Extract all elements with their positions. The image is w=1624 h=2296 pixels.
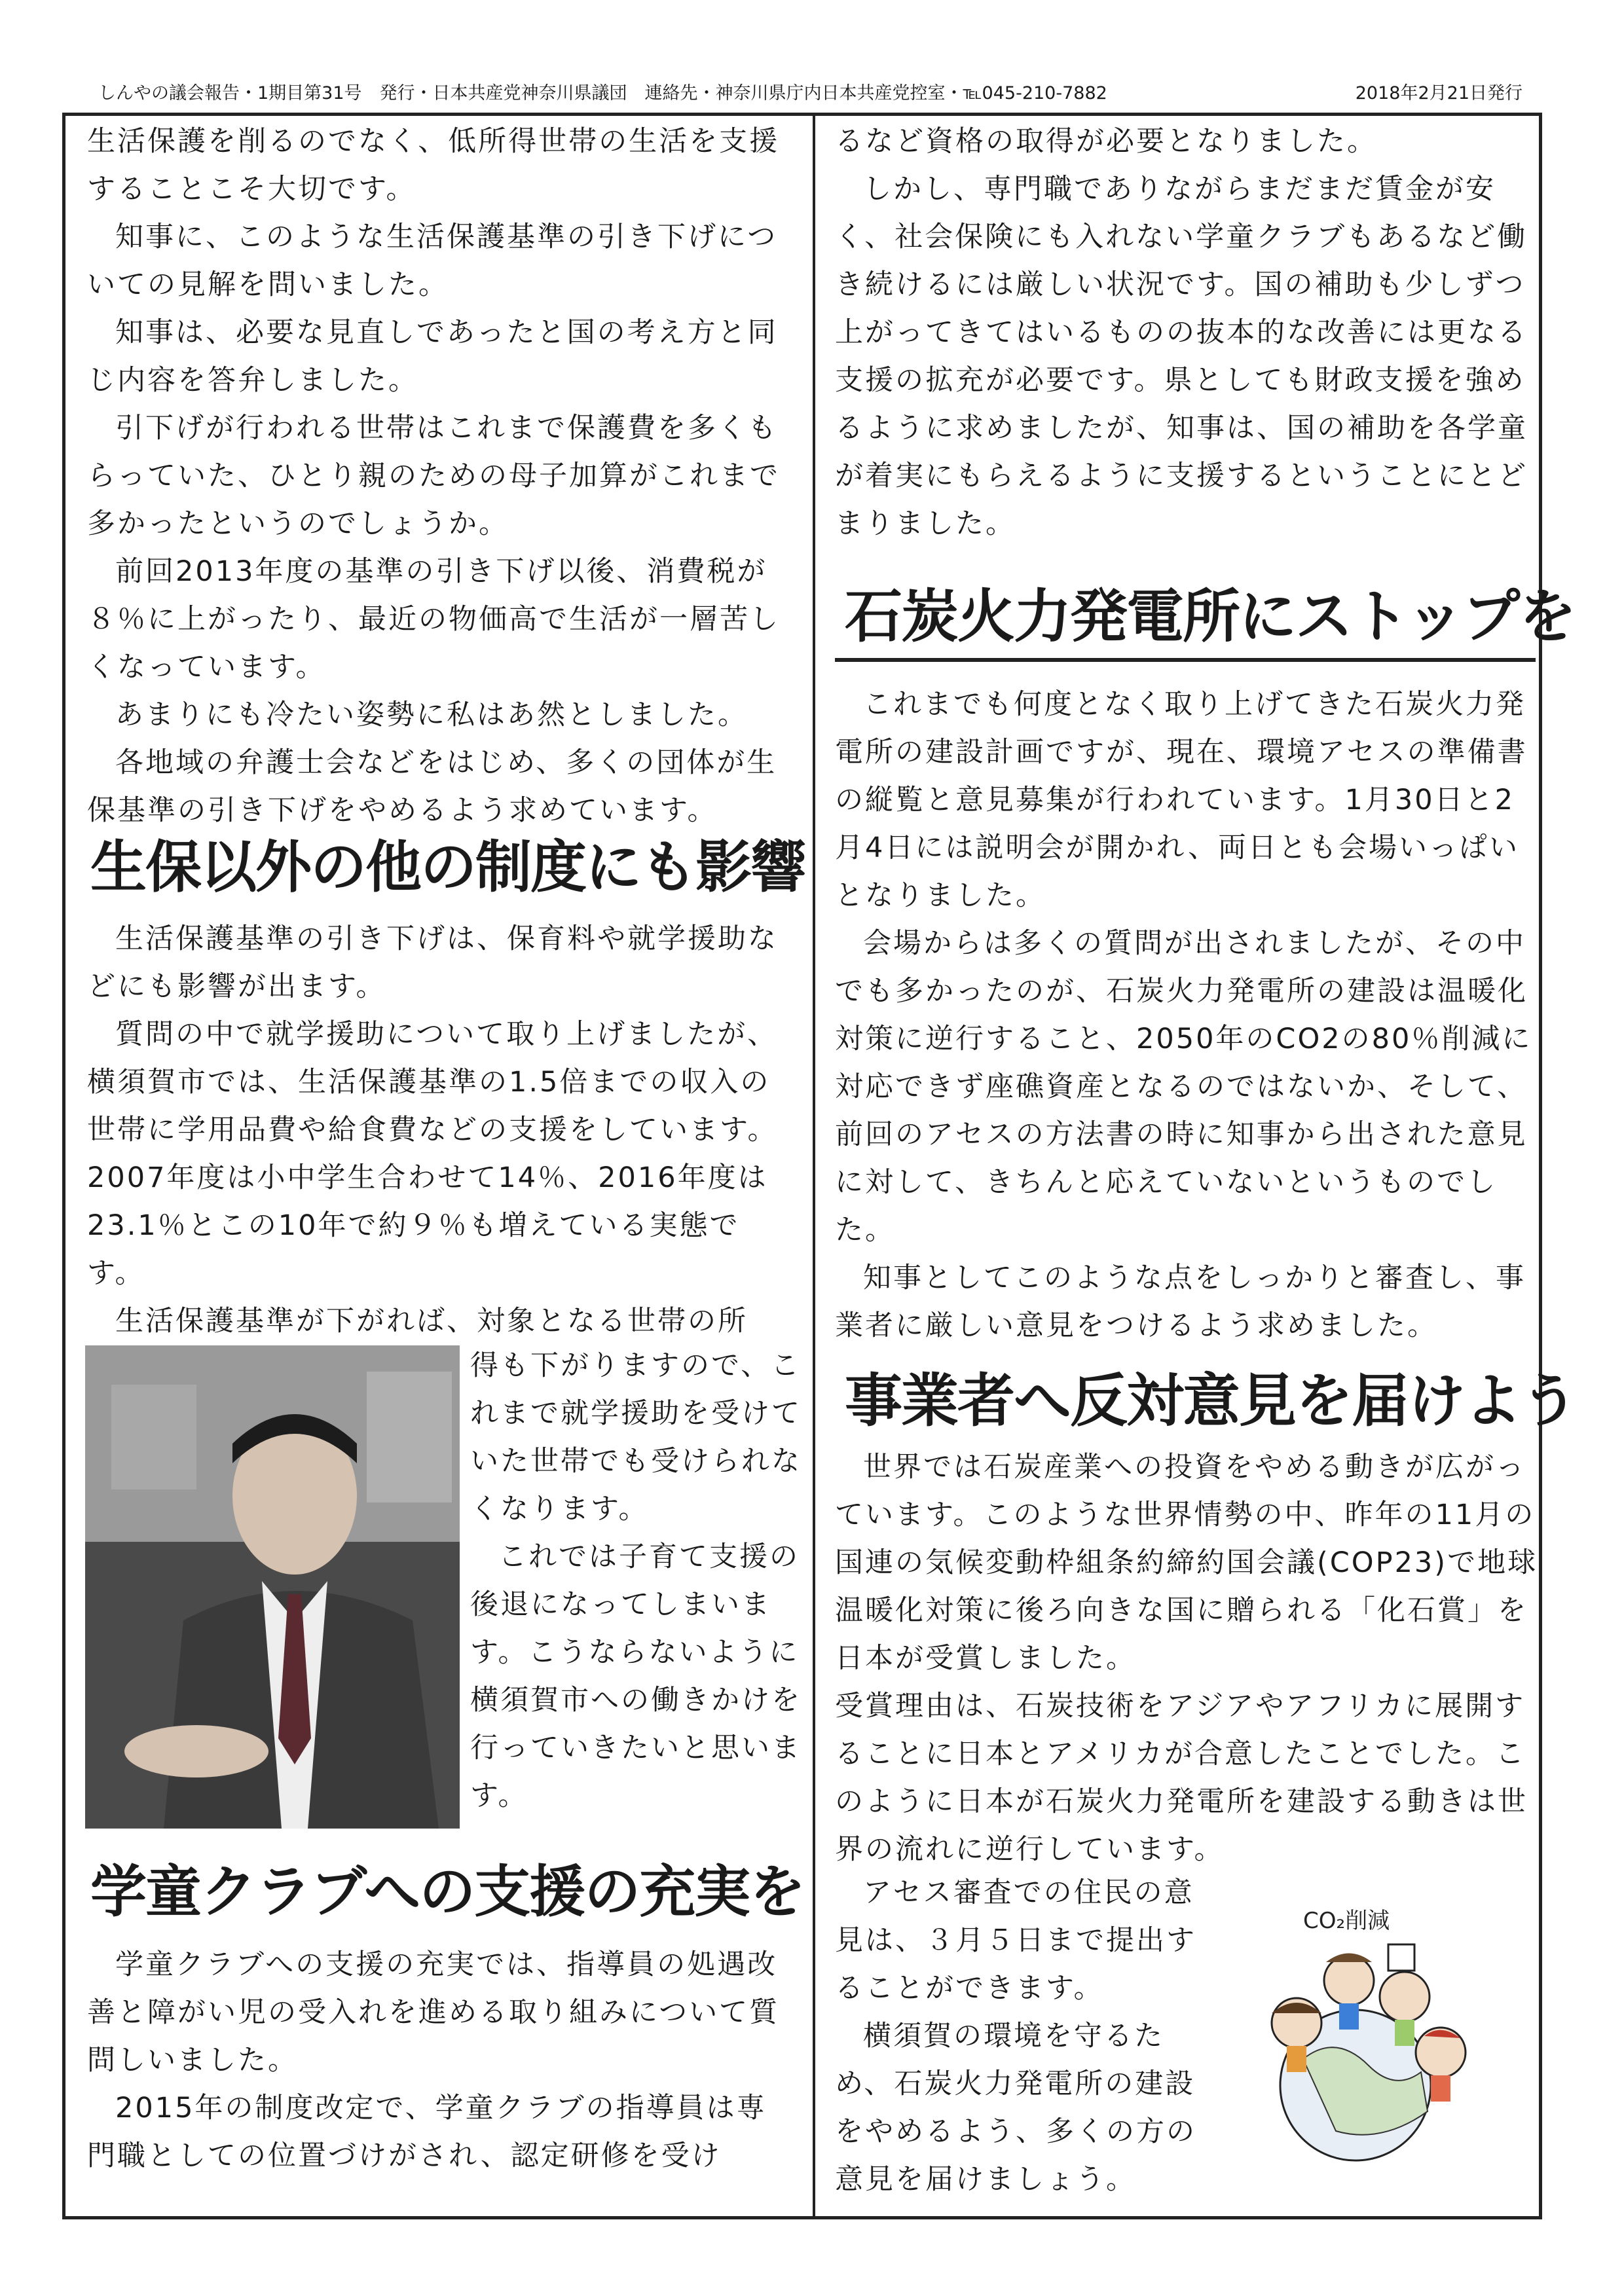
column-divider <box>813 113 815 2219</box>
paragraph: これまでも何度となく取り上げてきた石炭火力発電所の建設計画ですが、現在、環境アセスの準備書の縦覧と意見募集が行われています。1月30日と2月4日には説明会が開かれ、両日とも会場いっぱいとなりました。 <box>835 688 1528 912</box>
earth-children-icon <box>1225 1882 1500 2170</box>
paragraph: これでは子育て支援の後退になってしまいます。こうならないように横須賀市への働きかけを行っていきたいと思います。 <box>470 1540 802 1812</box>
wrap-text-beside-photo <box>470 1342 811 1820</box>
paragraph: 学童クラブへの支援の充実では、指導員の処遇改善と障がい児の受入れを進める取り組みについて質問しいました。 <box>87 1948 780 2077</box>
section-heading-welfare-impact: 生保以外の他の制度にも影響 <box>90 835 805 900</box>
councilor-photo-drawing <box>85 1345 460 1829</box>
left-column-intro <box>87 118 794 835</box>
paragraph: アセス審査での住民の意見は、３月５日まで提出することができます。 <box>835 1876 1196 2005</box>
paragraph: 生活保護を削るのでなく、低所得世帯の生活を支援することこそ大切です。 <box>87 125 780 206</box>
paragraph: 質問の中で就学援助について取り上げましたが、横須賀市では、生活保護基準の1.5倍までの収入の世帯に学用品費や給食費などの支援をしています。2007年度は小中学生合わせて14％、2016年度は23.1％とこの10年で約９％も増えている実態です。 <box>87 1018 778 1290</box>
paragraph: 受賞理由は、石炭技術をアジアやアフリカに展開することに日本とアメリカが合意したことでした。このように日本が石炭火力発電所を建設する動きは世界の流れに逆行しています。 <box>835 1690 1528 1866</box>
section-heading-opposition: 事業者へ反対意見を届けよう <box>845 1367 1578 1434</box>
right-column-section5 <box>835 1444 1542 1874</box>
section-heading-gakudo: 学童クラブへの支援の充実を <box>90 1859 805 1925</box>
paragraph: 横須賀の環境を守るため、石炭火力発電所の建設をやめるよう、多くの方の意見を届けましょう。 <box>835 2020 1196 2196</box>
paragraph: 会場からは多くの質問が出されましたが、その中でも多かったのが、石炭火力発電所の建設は温暖化対策に逆行すること、2050年のCO2の80％削減に対応できず座礁資産となるのではないか、そして、前回のアセスの方法書の時に知事から出された意見に対して、きちんと応えていないというものでした。 <box>835 927 1532 1247</box>
header-date: 2018年2月21日発行 <box>1355 83 1522 103</box>
paragraph: 2015年の制度改定で、学童クラブの指導員は専門職としての位置づけがされ、認定研修を受け <box>87 2092 767 2172</box>
paragraph: 世界では石炭産業への投資をやめる動きが広がっています。このような世界情勢の中、昨年の11月の国連の気候変動枠組条約締約国会議(COP23)で地球温暖化対策に後ろ向きな国に贈られる「化石賞」を日本が受賞しました。 <box>835 1451 1538 1675</box>
paragraph: 知事に、このような生活保護基準の引き下げについての見解を問いました。 <box>87 221 778 301</box>
councilor-photo <box>85 1345 460 1829</box>
paragraph: 得も下がりますので、これまで就学援助を受けていた世帯でも受けられなくなります。 <box>470 1349 802 1525</box>
header-publisher: しんやの議会報告・1期目第31号 発行・日本共産党神奈川県議団 連絡先・神奈川県庁内日本共産党控室・℡045-210-7882 <box>98 83 1107 103</box>
section-heading-coal-stop: 石炭火力発電所にストップを <box>845 583 1576 650</box>
illust-label: CO₂削減 <box>1303 1908 1390 1934</box>
right-column-cont <box>835 118 1542 548</box>
paragraph: 引下げが行われる世帯はこれまで保護費を多くもらっていた、ひとり親のための母子加算がこれまで多かったというのでしょうか。 <box>87 412 780 540</box>
paragraph: 前回2013年度の基準の引き下げ以後、消費税が８％に上がったり、最近の物価高で生活が一層苦しくなっています。 <box>87 555 780 683</box>
left-column-section3 <box>87 1941 794 2180</box>
paragraph: 生活保護基準の引き下げは、保育料や就学援助などにも影響が出ます。 <box>87 922 778 1003</box>
paragraph: 知事としてこのような点をしっかりと審査し、事業者に厳しい意見をつけるよう求めました。 <box>835 1262 1526 1342</box>
earth-illustration <box>1225 1882 1500 2170</box>
paragraph: るなど資格の取得が必要となりました。 <box>835 125 1377 158</box>
right-column-section4 <box>835 681 1542 1350</box>
paragraph: しかし、専門職でありながらまだまだ賃金が安く、社会保険にも入れない学童クラブもあるなど働き続けるには厳しい状況です。国の補助も少しずつ上がってきてはいるものの抜本的な改善には更なる支援の拡充が必要です。県としても財政支援を強めるように求めましたが、知事は、国の補助を各学童が着実にもらえるように支援するということにとどまりました。 <box>835 173 1528 540</box>
paragraph: 各地域の弁護士会などをはじめ、多くの団体が生保基準の引き下げをやめるよう求めています。 <box>87 746 777 827</box>
paragraph: 知事は、必要な見直しであったと国の考え方と同じ内容を答弁しました。 <box>87 316 778 397</box>
page-header <box>72 77 1529 110</box>
right-column-closing <box>835 1869 1221 2204</box>
paragraph: 生活保護基準が下がれば、対象となる世帯の所 <box>115 1305 748 1338</box>
paragraph: あまりにも冷たい姿勢に私はあ然としました。 <box>115 699 748 731</box>
left-column-section2 <box>87 915 794 1345</box>
heading-underline <box>835 658 1536 662</box>
